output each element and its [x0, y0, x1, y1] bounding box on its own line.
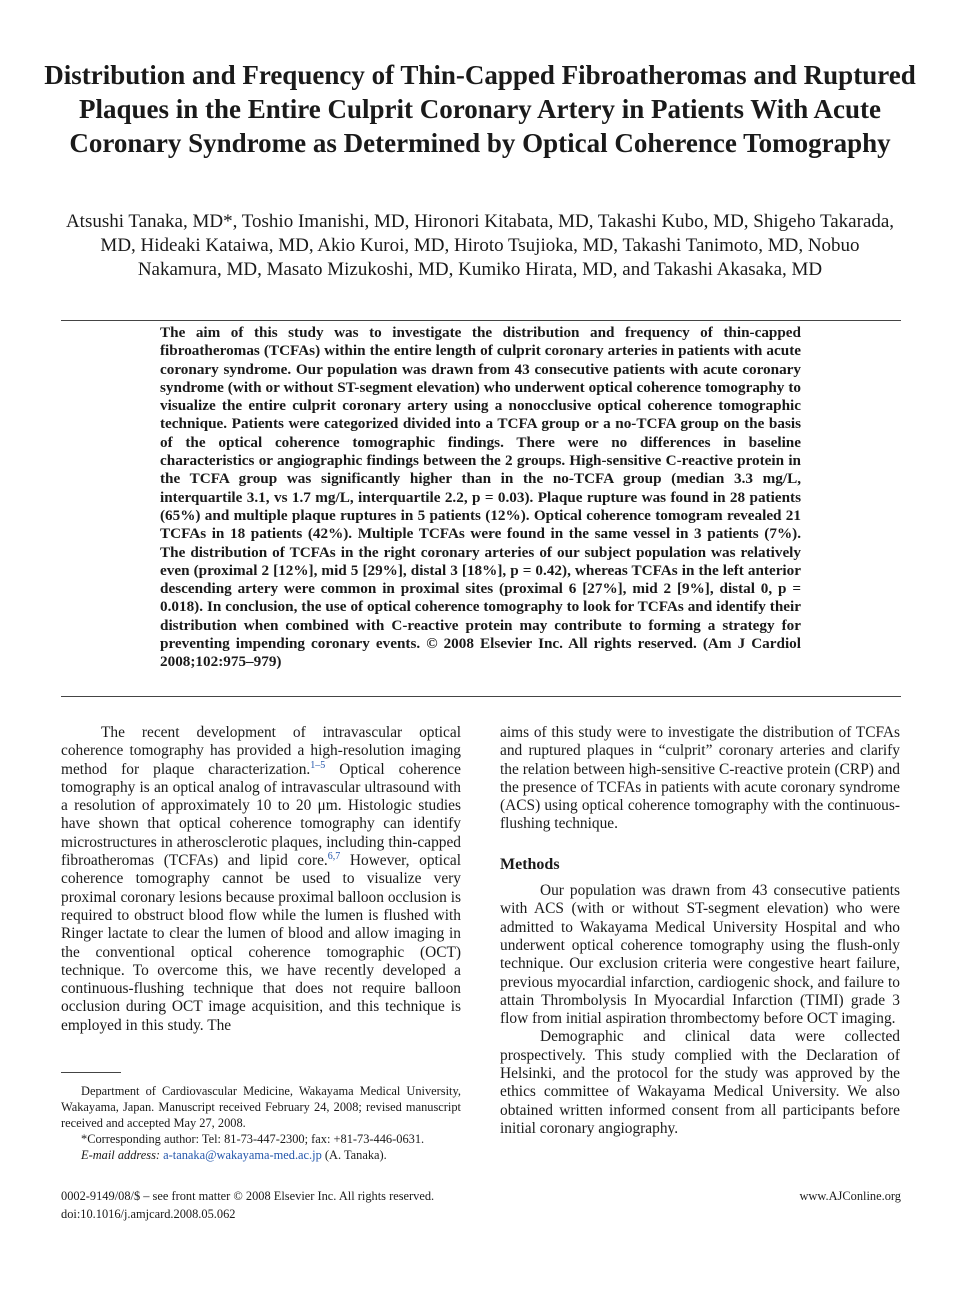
corresponding-author-note: *Corresponding author: Tel: 81-73-447-2300; fax: +81-73-446-0631.: [81, 1132, 425, 1146]
doi-line: doi:10.1016/j.amjcard.2008.05.062: [61, 1207, 236, 1221]
abstract-top-rule: [61, 320, 901, 321]
intro-text-part-2: Optical coherence tomography is an optical analog of intravascular ultrasound with a resolution of approximately 10 to 20 μm. Histologic studies have shown that optical coherence tomography can identify microstructures in atherosclerotic plaques, including thin-capped fibroatheromas (TCFAs) and lipid core.: [61, 760, 461, 870]
affiliation-note: Department of Cardiovascular Medicine, Wakayama Medical University, Wakayama, Japan. Manuscript received February 24, 2008; revised manuscript received and accepted May 27, 2008.: [61, 1084, 461, 1130]
email-link[interactable]: a-tanaka@wakayama-med.ac.jp: [163, 1148, 322, 1162]
footnote-divider: [61, 1072, 121, 1073]
article-title: Distribution and Frequency of Thin-Capped Fibroatheromas and Ruptured Plaques in the Entire Culprit Coronary Artery in Patients With Acute Coronary Syndrome as Determined by Optical Coherence Tomography: [44, 60, 916, 158]
journal-website-link[interactable]: www.AJConline.org: [799, 1189, 901, 1203]
intro-text-part-1: The recent development of intravascular optical coherence tomography has provided a high-resolution imaging method for plaque characterization.: [61, 724, 461, 778]
intro-text-part-3: However, optical coherence tomography cannot be used to visualize very proximal coronary lesions because proximal balloon occlusion is required to obstruct blood flow while the lumen is flushed with Ringer lactate to clear the lumen of blood and allow imaging in the conventional optical coherence tomographic (OCT) technique. To overcome this, we have recently developed a continuous-flushing technique that does not require balloon occlusion during OCT image acquisition, and this technique is employed in this study. The: [61, 852, 462, 1034]
footer-left: [61, 1187, 434, 1223]
footnotes: [61, 1083, 461, 1163]
body-column-left: [61, 724, 461, 1035]
email-suffix: (A. Tanaka).: [321, 1148, 387, 1162]
email-note: [61, 1147, 461, 1163]
methods-paragraph-2: Demographic and clinical data were collected prospectively. This study complied with the Declaration of Helsinki, and the protocol for the study was approved by the ethics committee of Wakayama Medical University. We also obtained written informed consent from all participants before initial coronary angiography.: [500, 1028, 900, 1137]
methods-heading: Methods: [500, 855, 560, 873]
body-column-right: [500, 724, 900, 1138]
intro-paragraph: [61, 724, 461, 1035]
author-list: Atsushi Tanaka, MD*, Toshio Imanishi, MD, Hironori Kitabata, MD, Takashi Kubo, MD, Shigeho Takarada, MD, Hideaki Kataiwa, MD, Akio Kuroi, MD, Hiroto Tsujioka, MD, Takashi Tanimoto, MD, Nobuo Nakamura, MD, Masato Mizukoshi, MD, Kumiko Hirata, MD, and Takashi Akasaka, MD: [65, 211, 895, 280]
abstract: The aim of this study was to investigate the distribution and frequency of thin-capped fibroatheromas (TCFAs) within the entire length of culprit coronary arteries in patients with acute coronary syndrome. Our population was drawn from 43 consecutive patients with acute coronary syndrome (with or without ST-segment elevation) who underwent optical coherence tomography to visualize the entire culprit coronary artery using a nonocclusive optical coherence tomographic technique. Patients were categorized divided into a TCFA group or a no-TCFA group on the basis of the optical coherence tomographic findings. There were no differences in baseline characteristics or angiographic findings between the 2 groups. High-sensitive C-reactive protein in the TCFA group was significantly higher than in the no-TCFA group (median 3.3 mg/L, interquartile 3.1, vs 1.7 mg/L, interquartile 2.2, p = 0.03). Plaque rupture was found in 28 patients (65%) and multiple plaque ruptures in 5 patients (12%). Optical coherence tomogram revealed 21 TCFAs in 18 patients (42%). Multiple TCFAs were found in the same vessel in 3 patients (7%). The distribution of TCFAs in the right coronary arteries of our subject population was relatively even (proximal 2 [12%], mid 5 [29%], distal 3 [18%], p = 0.42), whereas TCFAs in the left anterior descending artery were common in proximal sites (proximal 6 [27%], mid 2 [9%], distal 0, p = 0.018). In conclusion, the use of optical coherence tomography to look for TCFAs and identify their distribution when combined with C-reactive protein may contribute to forming a strategy for preventing impending coronary events. © 2008 Elsevier Inc. All rights reserved. (Am J Cardiol 2008;102:975–979): [160, 324, 801, 671]
abstract-bottom-rule: [61, 696, 901, 697]
intro-continuation: aims of this study were to investigate the distribution of TCFAs and ruptured plaques in “culprit” coronary arteries and clarify the relation between high-sensitive C-reactive protein (CRP) and the presence of TCFAs in patients with acute coronary syndrome (ACS) using optical coherence tomography with the continuous-flushing technique.: [500, 724, 900, 833]
citation-link-6-7[interactable]: 6,7: [327, 851, 341, 863]
email-label: E-mail address:: [81, 1148, 161, 1162]
citation-link-1-5[interactable]: 1–5: [310, 759, 326, 771]
issn-line: 0002-9149/08/$ – see front matter © 2008 Elsevier Inc. All rights reserved.: [61, 1189, 435, 1203]
methods-paragraph-1: Our population was drawn from 43 consecutive patients with ACS (with or without ST-segment elevation) who were admitted to Wakayama Medical University Hospital and who underwent optical coherence tomography using the flush-only technique. Our exclusion criteria were congestive heart failure, previous myocardial infarction, cardiogenic shock, and failure to attain Thrombolysis In Myocardial Infarction (TIMI) grade 3 flow from initial aspiration thrombectomy before OCT imaging.: [500, 882, 900, 1028]
